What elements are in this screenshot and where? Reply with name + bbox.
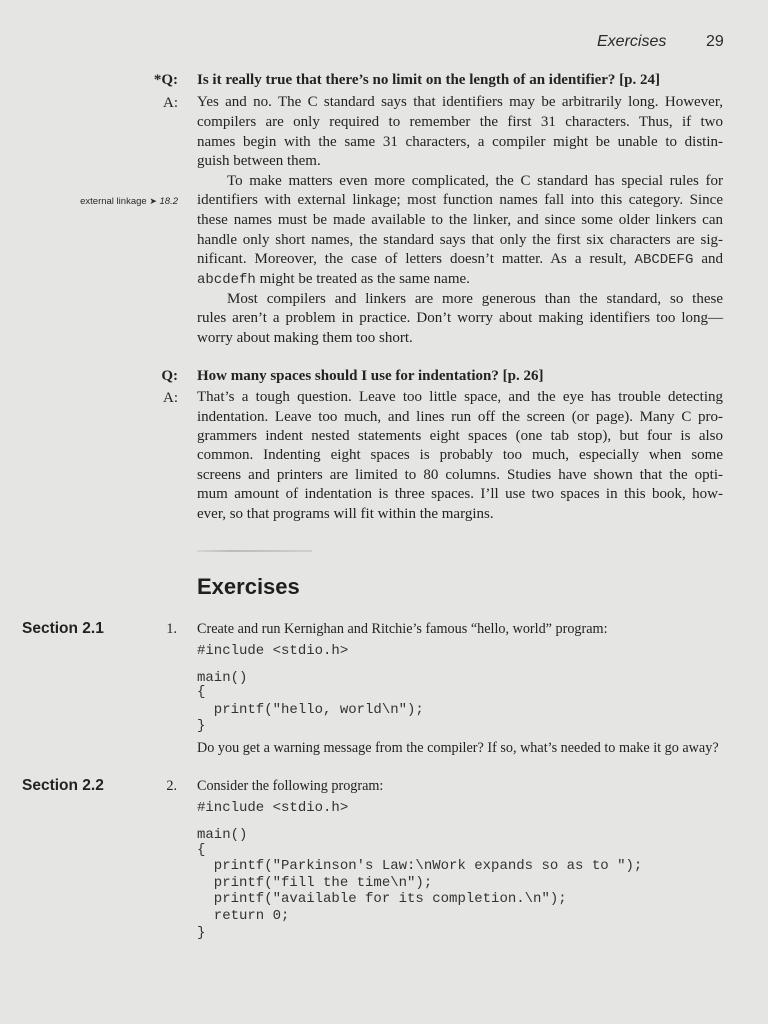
- margin-note-label: external linkage: [80, 196, 147, 207]
- answer-line: To make matters even more complicated, the C standard has special rules for: [227, 172, 723, 189]
- answer-line: names begin with the same 31 characters, a compiler might be unable to distin-: [197, 133, 723, 150]
- section-label: Section 2.2: [22, 777, 104, 794]
- answer-body: [197, 93, 723, 349]
- answer-label: A:: [163, 390, 178, 406]
- code-line: printf("available for its completion.\n");: [197, 891, 567, 907]
- answer-line: common. Indenting eight spaces is probably too much, especially when some: [197, 447, 723, 464]
- answer-label: A:: [163, 95, 178, 111]
- question-text: Is it really true that there’s no limit on the length of an identifier? [p. 24]: [197, 72, 661, 88]
- answer-line: indentation. Leave too much, and lines run off the screen (or page). Many C pro-: [197, 408, 723, 425]
- section-divider: [197, 550, 312, 552]
- code-line: printf("hello, world\n");: [197, 702, 424, 718]
- arrow-right-icon: ➤: [149, 196, 157, 206]
- question-label: *Q:: [153, 72, 178, 88]
- exercise-number: 1.: [166, 621, 177, 637]
- answer-line: worry about making them too short.: [197, 330, 413, 347]
- answer-line: compilers are only required to remember the first 31 characters. Thus, if two: [197, 113, 723, 130]
- code-line: {: [197, 842, 206, 858]
- answer-line: mum amount of indentation is three spaces. I’ll use two spaces in this book, how-: [197, 486, 723, 503]
- answer-text: and: [693, 251, 723, 268]
- answer-line: Yes and no. The C standard says that identifiers may be arbitrarily long. However,: [197, 94, 723, 111]
- answer-line: ever, so that programs will fit within the margins.: [197, 505, 494, 522]
- exercise-prompt: Create and run Kernighan and Ritchie’s famous “hello, world” program:: [197, 621, 608, 637]
- answer-text: might be treated as the same name.: [255, 271, 470, 288]
- code-line: printf("Parkinson's Law:\nWork expands so as to ");: [197, 858, 643, 874]
- code-line: printf("fill the time\n");: [197, 875, 433, 891]
- answer-line: handle only short names, the standard says that only the first six characters are sig-: [197, 231, 723, 248]
- code-line: {: [197, 684, 206, 700]
- page-number: 29: [706, 33, 724, 50]
- answer-line: [197, 250, 723, 270]
- answer-line: grammers indent nested statements eight spaces (one tab stop), but four is also: [197, 428, 723, 445]
- code-line: }: [197, 925, 206, 941]
- margin-note: [40, 194, 178, 209]
- answer-line: guish between them.: [197, 153, 321, 170]
- exercises-heading: Exercises: [197, 574, 300, 599]
- exercise-prompt: Consider the following program:: [197, 778, 384, 794]
- question-text: How many spaces should I use for indentation? [p. 26]: [197, 368, 544, 384]
- exercise-followup: Do you get a warning message from the compiler? If so, what’s needed to make it go away?: [197, 740, 719, 756]
- question-label: Q:: [161, 368, 178, 384]
- inline-code: ABCDEFG: [634, 252, 694, 269]
- answer-line: screens and printers are limited to 80 columns. Studies have shown that the opti-: [197, 466, 723, 483]
- section-label: Section 2.1: [22, 620, 104, 637]
- running-header-title: Exercises: [597, 33, 667, 50]
- margin-note-ref: 18.2: [159, 196, 178, 207]
- answer-line: rules aren’t a problem in practice. Don’t worry about making identifiers too long—: [197, 310, 723, 327]
- code-line: return 0;: [197, 908, 290, 924]
- code-line: main(): [197, 827, 248, 843]
- code-line: #include <stdio.h>: [197, 643, 349, 659]
- answer-body: [197, 388, 723, 524]
- answer-line: Most compilers and linkers are more generous than the standard, so these: [227, 290, 723, 307]
- answer-line: That’s a tough question. Leave too little space, and the eye has trouble detecting: [197, 389, 723, 406]
- answer-line: [197, 270, 723, 290]
- answer-line: these names must be made available to the linker, and since some older linkers can: [197, 212, 723, 229]
- code-line: }: [197, 718, 206, 734]
- answer-text: nificant. Moreover, the case of letters doesn’t matter. As a result,: [197, 251, 635, 268]
- inline-code: abcdefh: [197, 272, 256, 289]
- exercise-number: 2.: [166, 778, 177, 794]
- code-line: #include <stdio.h>: [197, 800, 349, 816]
- answer-line: identifiers with external linkage; most function names fall into this category. Since: [197, 192, 723, 209]
- code-line: main(): [197, 670, 248, 686]
